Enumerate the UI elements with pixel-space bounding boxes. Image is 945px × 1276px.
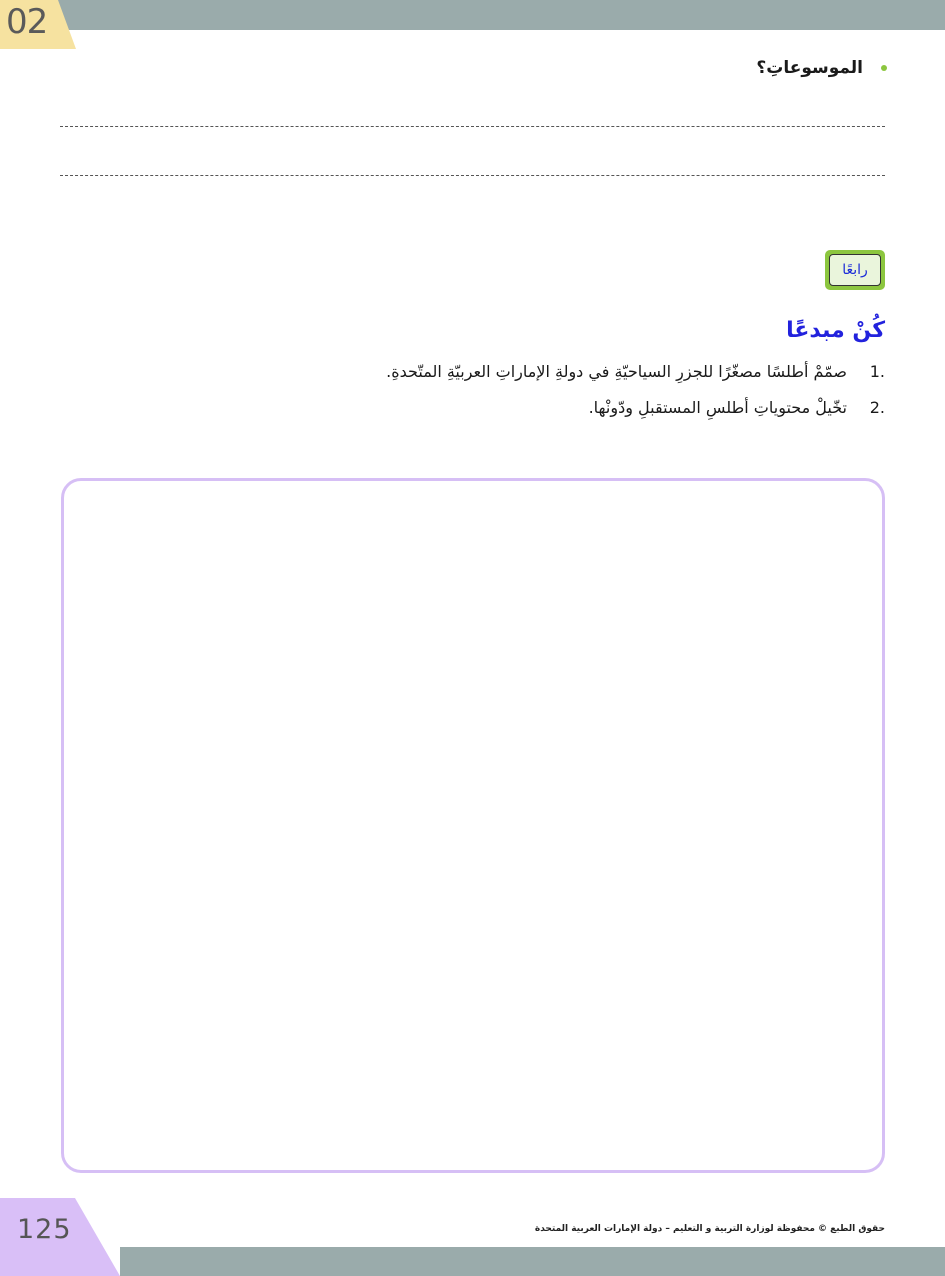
answer-line-2[interactable] bbox=[60, 175, 885, 176]
page-number: 125 bbox=[17, 1214, 72, 1245]
task-text: صمّمْ أطلسًا مصغّرًا للجزرِ السياحيّةِ في دولةِ الإماراتِ العربيّةِ المتّحدةِ. bbox=[386, 361, 847, 381]
top-bar bbox=[0, 0, 945, 30]
copyright-text: حقوق الطبع © محفوظة لوزارة التربية و التعليم – دولة الإمارات العربية المتحدة bbox=[534, 1224, 885, 1234]
answer-box[interactable] bbox=[61, 478, 885, 1173]
list-item bbox=[185, 394, 885, 420]
task-text: تخّيلْ محتوياتِ أطلسِ المستقبلِ ودّونْها. bbox=[588, 397, 847, 417]
answer-line-1[interactable] bbox=[60, 126, 885, 127]
unit-number: 02 bbox=[6, 2, 48, 42]
task-number: 1. bbox=[869, 361, 885, 381]
bullet-icon bbox=[881, 65, 887, 71]
list-item bbox=[185, 358, 885, 384]
section-badge-label: رابعًا bbox=[829, 254, 881, 286]
section-title: كُنْ مبدعًا bbox=[786, 318, 885, 343]
task-number: 2. bbox=[869, 397, 885, 417]
task-list bbox=[185, 358, 885, 430]
bottom-bar bbox=[120, 1247, 945, 1276]
section-badge bbox=[825, 250, 885, 290]
question-text: الموسوعاتِ؟ bbox=[756, 58, 863, 78]
question-line bbox=[756, 58, 887, 78]
